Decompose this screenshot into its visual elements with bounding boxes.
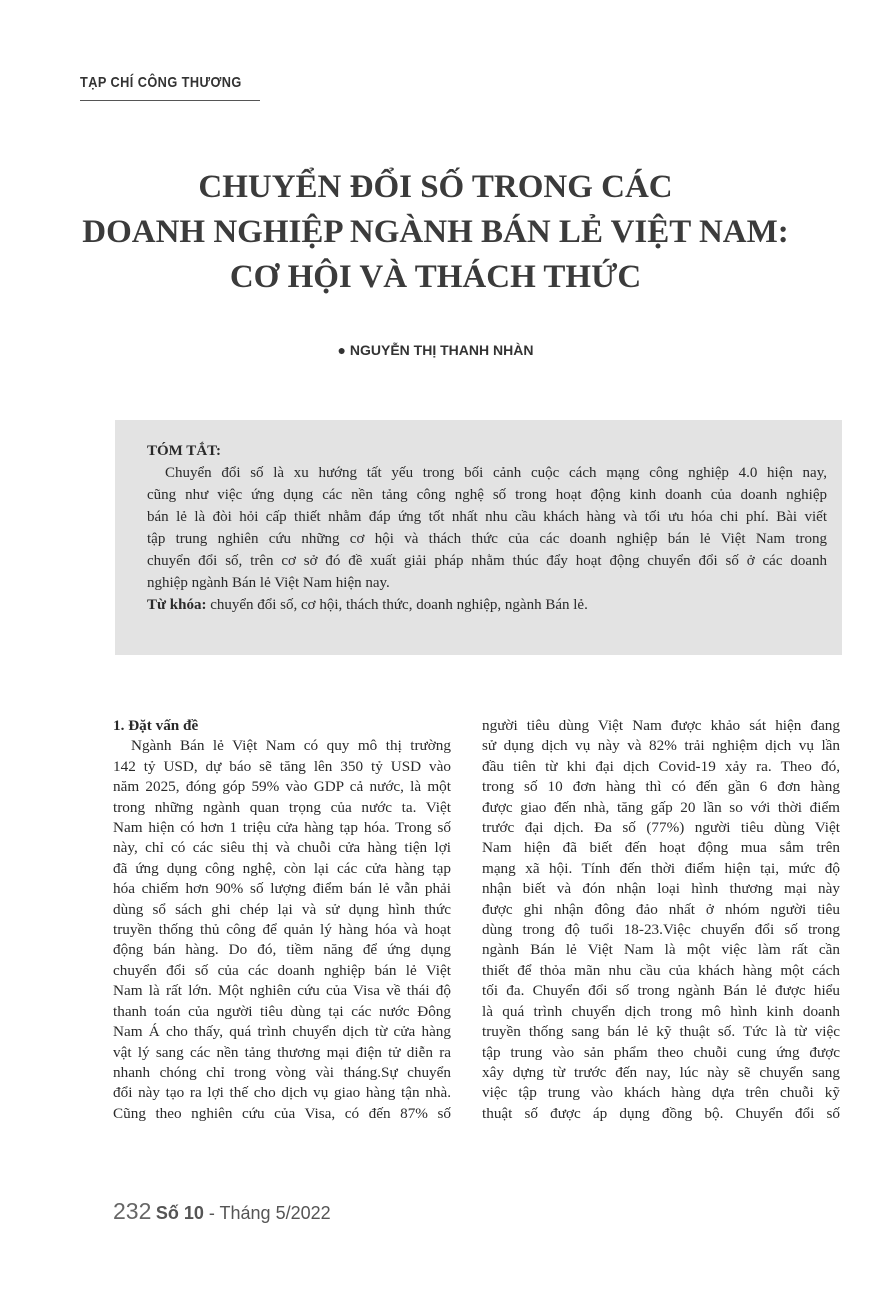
issue-date: - Tháng 5/2022 [203, 1203, 331, 1223]
author: ● NGUYỄN THỊ THANH NHÀN [337, 342, 534, 358]
text-line: trong những ngành quan trọng của nước ta. Việt [113, 798, 451, 816]
text-line: Nam Á cho thấy, quá trình chuyển dịch từ cửa hàng [113, 1023, 451, 1041]
keywords-label: Từ khóa: [147, 597, 207, 613]
text-line: là quá trình chuyển dịch trong mô hình kinh doanh [482, 1002, 840, 1020]
text-line: Nam hiện đã biết đến hoạt động mua sắm trên [482, 839, 840, 857]
text-line: tối đa. Chuyển đổi số trong ngành Bán lẻ được hiểu [482, 982, 840, 1000]
abstract-box [115, 420, 842, 655]
text-line: Nam là rất lớn. Một nghiên cứu của Visa về thái độ [113, 982, 451, 1000]
text-line: thiết để thỏa mãn nhu cầu của khách hàng một cách [482, 961, 840, 979]
text-line: cũng như việc ứng dụng các nền tảng công nghệ số trong hoạt động kinh doanh của doanh nghiệp [147, 487, 827, 503]
text-line: sử dụng dịch vụ này và 82% trải nghiệm dịch vụ lần [482, 737, 840, 755]
text-line: được ghi nhận đông đảo nhất ở nhóm người tiêu [482, 900, 840, 918]
column-left [113, 716, 451, 1124]
text-line: Chuyển đổi số là xu hướng tất yếu trong bối cảnh cuộc cách mạng công nghiệp 4.0 hiện nay, [165, 465, 827, 481]
text-line: động bán hàng. Do đó, tiềm năng để ứng dụng [113, 941, 451, 959]
title-line: DOANH NGHIỆP NGÀNH BÁN LẺ VIỆT NAM: [82, 214, 789, 250]
text-line: việc tập trung vào khách hàng dựa trên chuỗi kỹ [482, 1084, 840, 1102]
body-text-right [482, 716, 840, 1124]
text-line: trong số 10 đơn hàng thì có đến gần 6 đơn hàng [482, 778, 840, 796]
keywords-text: chuyển đổi số, cơ hội, thách thức, doanh nghiệp, ngành Bán lẻ. [206, 597, 588, 613]
section-heading: 1. Đặt vấn đề [113, 717, 199, 734]
text-line: Cũng theo nghiên cứu của Visa, có đến 87% số [113, 1104, 451, 1122]
text-line: tập trung vào sản phẩm theo chuỗi cung ứng được [482, 1043, 840, 1061]
text-line: nhận biết và đón nhận loại hình thương mại này [482, 880, 840, 898]
text-line: thanh toán của người tiêu dùng tại các nước Đông [113, 1002, 451, 1020]
text-line: tập trung nghiên cứu những cơ hội và thách thức của các doanh nghiệp bán lẻ Việt Nam trong [147, 531, 827, 547]
text-line: đầu tiên từ khi đại dịch Covid-19 xảy ra. Theo đó, [482, 757, 840, 775]
page-footer [113, 1198, 331, 1225]
text-line: dùng sổ sách ghi chép lại và sử dụng hình thức [113, 900, 451, 918]
text-line: mạng xã hội. Tính đến thời điểm hiện tại, mức độ [482, 859, 840, 877]
text-line: vật lý sang các nền tảng thương mại điện tử diễn ra [113, 1043, 451, 1061]
text-line: truyền thống sang bán lẻ kỹ thuật số. Tức là từ việc [482, 1023, 840, 1041]
text-line: đổi này tạo ra lợi thế cho dịch vụ giao hàng tận nhà. [113, 1084, 451, 1102]
text-line: Nam hiện có hơn 1 triệu cửa hàng tạp hóa. Trong số [113, 819, 451, 837]
text-line: 142 tỷ USD, dự báo sẽ tăng lên 350 tỷ USD vào [113, 757, 451, 775]
text-line: đã ứng dụng công nghệ, còn lại các cửa hàng tạp [113, 859, 451, 877]
header-rule [80, 100, 260, 101]
text-line: truyền thống thủ công để quản lý hàng hóa và hoạt [113, 921, 451, 939]
journal-name: TẠP CHÍ CÔNG THƯƠNG [80, 74, 242, 91]
text-line: hóa chiếm hơn 90% số lượng điểm bán lẻ vẫn phải [113, 880, 451, 898]
text-line: năm 2025, đóng góp 59% vào GDP cả nước, là một [113, 778, 451, 796]
page-number: 232 [113, 1198, 152, 1224]
text-line: nhanh chóng chỉ trong vòng vài tháng.Sự chuyển [113, 1063, 451, 1081]
title-line: CƠ HỘI VÀ THÁCH THỨC [229, 259, 642, 295]
text-line: trước đại dịch. Đa số (77%) người tiêu dùng Việt [482, 819, 840, 837]
keywords [147, 594, 827, 616]
text-line: Ngành Bán lẻ Việt Nam có quy mô thị trường [131, 737, 451, 755]
text-line: bán lẻ là đòi hỏi cấp thiết nhằm đáp ứng tốt nhất nhu cầu khách hàng và tối ưu hóa chi phí. Bài viết [147, 509, 827, 525]
text-line: xây dựng từ trước đến nay, lúc này sẽ chuyển sang [482, 1063, 840, 1081]
text-line: được giao đến nhà, tăng gấp 20 lần so với thời điểm [482, 798, 840, 816]
abstract-heading: TÓM TẮT: [147, 443, 222, 459]
text-line: ngành Bán lẻ Việt Nam là một việc làm rất cần [482, 941, 840, 959]
title-line: CHUYỂN ĐỔI SỐ TRONG CÁC [198, 169, 673, 205]
body-text-left [113, 736, 451, 1124]
issue-number: Số 10 [155, 1203, 204, 1223]
article-title [0, 165, 871, 300]
column-right [482, 716, 840, 1124]
text-line: người tiêu dùng Việt Nam được khảo sát hiện đang [482, 717, 840, 734]
text-line: thuật số được áp dụng đồng bộ. Chuyển đổi số [482, 1104, 840, 1122]
text-line: dùng trong độ tuổi 18-23.Việc chuyển đổi số trong [482, 921, 840, 939]
text-line: chuyển đổi số, trên cơ sở đó đề xuất giải pháp nhằm thúc đẩy hoạt động chuyển đổi số ở các doanh [147, 553, 827, 569]
abstract-text [147, 462, 827, 594]
text-line: chuyển đổi số của các doanh nghiệp bán lẻ Việt [113, 961, 451, 979]
text-line: nghiệp ngành Bán lẻ Việt Nam hiện nay. [147, 575, 390, 591]
text-line: này, chỉ có các siêu thị và chuỗi cửa hàng tiện lợi [113, 839, 451, 857]
